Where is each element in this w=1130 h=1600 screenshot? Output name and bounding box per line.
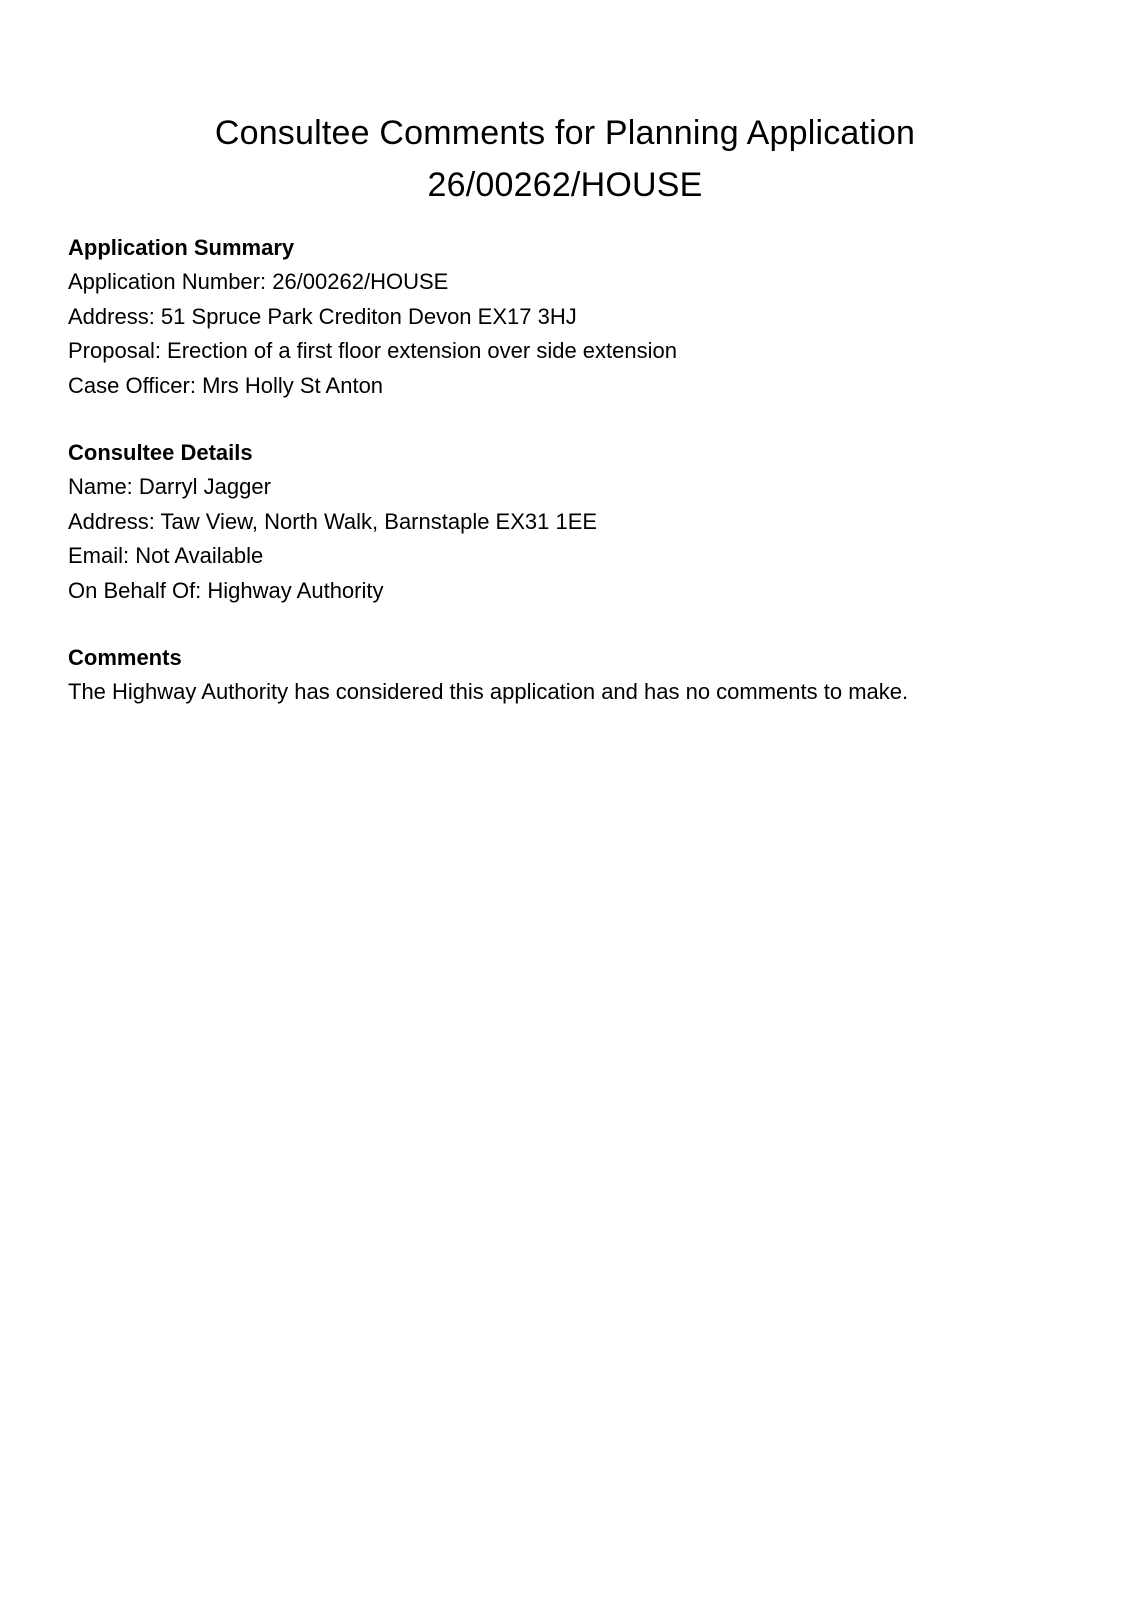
consultee-email: Email: Not Available bbox=[68, 543, 264, 568]
application-summary-section bbox=[68, 231, 1068, 403]
application-address: Address: 51 Spruce Park Crediton Devon EX17 3HJ bbox=[68, 303, 577, 329]
case-officer: Case Officer: Mrs Holly St Anton bbox=[68, 372, 384, 398]
application-summary-heading: Application Summary bbox=[68, 235, 295, 260]
consultee-address: Address: Taw View, North Walk, Barnstaple EX31 1EE bbox=[68, 508, 598, 534]
page-title-line-1: Consultee Comments for Planning Application bbox=[214, 113, 916, 152]
page-title-line-2: 26/00262/HOUSE bbox=[427, 165, 703, 204]
comments-section bbox=[68, 641, 1068, 710]
consultee-name: Name: Darryl Jagger bbox=[68, 474, 271, 499]
application-number: Application Number: 26/00262/HOUSE bbox=[68, 269, 449, 294]
application-proposal: Proposal: Erection of a first floor extension over side extension bbox=[68, 338, 677, 363]
consultee-details-section bbox=[68, 436, 1068, 608]
comments-text: The Highway Authority has considered this application and has no comments to make. bbox=[68, 679, 909, 704]
consultee-on-behalf-of: On Behalf Of: Highway Authority bbox=[68, 577, 384, 603]
consultee-details-heading: Consultee Details bbox=[68, 440, 253, 465]
comments-heading: Comments bbox=[68, 645, 182, 670]
page-title bbox=[0, 107, 1130, 211]
